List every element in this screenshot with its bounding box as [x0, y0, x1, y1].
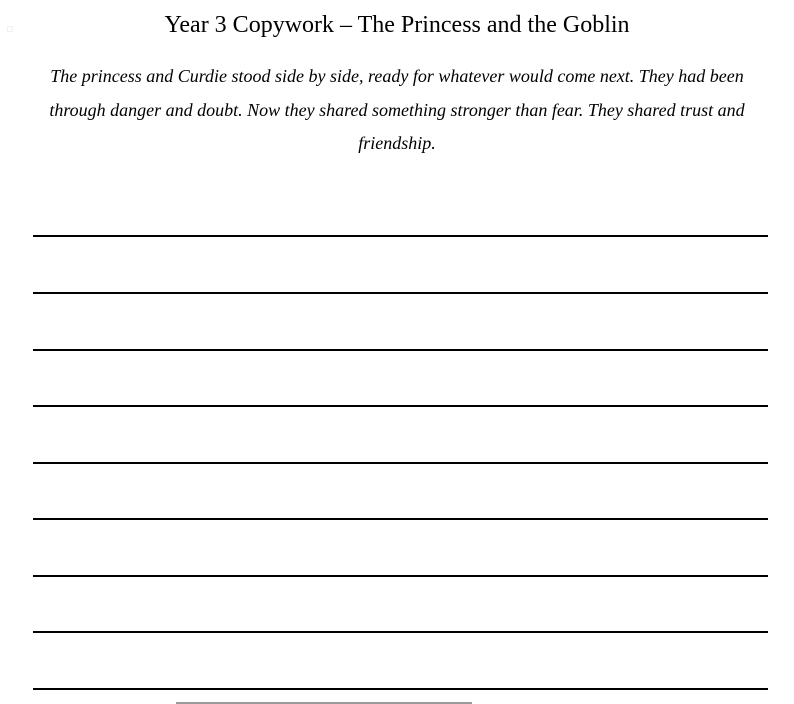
writing-line — [33, 405, 768, 407]
writing-line — [33, 349, 768, 351]
writing-line — [33, 631, 768, 633]
writing-line — [33, 235, 768, 237]
writing-line — [33, 462, 768, 464]
writing-line — [33, 688, 768, 690]
writing-line — [33, 575, 768, 577]
writing-line — [33, 518, 768, 520]
worksheet-title: Year 3 Copywork – The Princess and the Goblin — [164, 12, 630, 38]
copywork-passage: The princess and Curdie stood side by side, ready for whatever would come next. They had been through danger and doubt. Now they shared something stronger than fear. They shared trust and friendship. — [49, 66, 745, 153]
page-corner-icon: ▫ — [6, 22, 14, 35]
writing-line — [33, 292, 768, 294]
